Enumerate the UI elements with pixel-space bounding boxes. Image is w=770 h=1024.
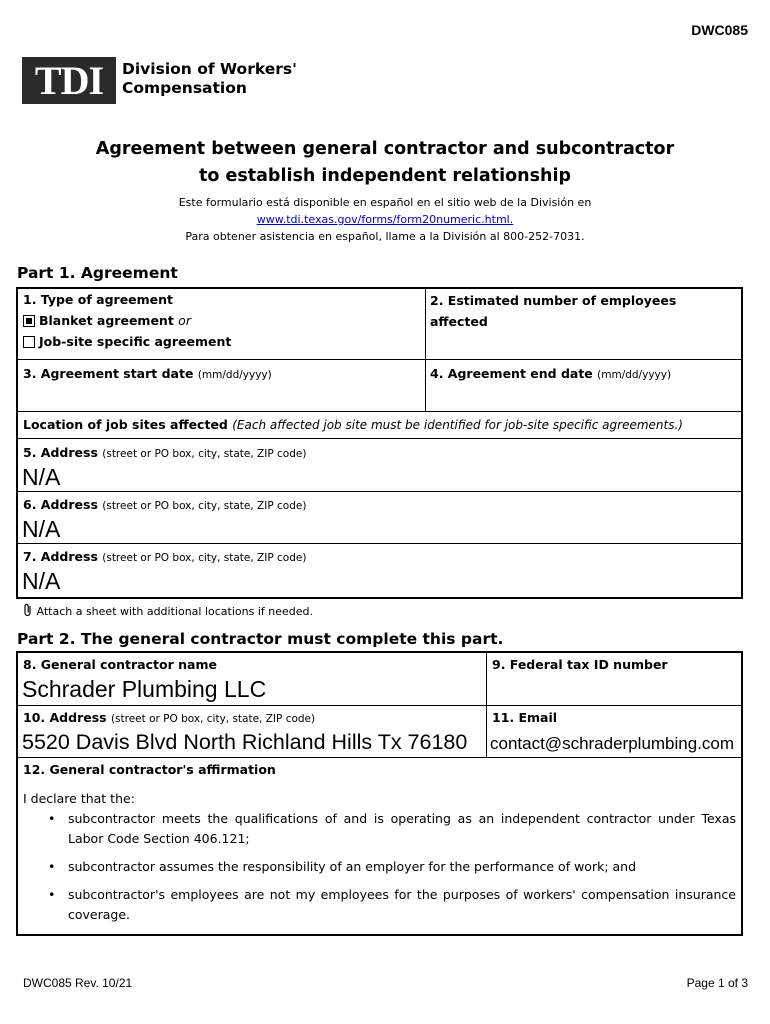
attach-note [23, 603, 313, 618]
or-text: or [178, 313, 191, 328]
blanket-checkbox[interactable] [23, 315, 35, 327]
address6-title: 6. Address [23, 497, 98, 512]
start-date-hint: (mm/dd/yyyy) [197, 369, 272, 381]
form-number: DWC085 [691, 22, 748, 38]
part1-row-divider [17, 359, 742, 360]
agency-name [122, 60, 297, 98]
tdi-logo: TDI [22, 57, 116, 104]
address5-title: 5. Address [23, 445, 98, 460]
start-date-label [23, 364, 272, 385]
address5-value[interactable]: N/A [22, 464, 61, 490]
spanish-form-link[interactable]: www.tdi.texas.gov/forms/form20numeric.html. [256, 213, 514, 226]
address6-hint: (street or PO box, city, state, ZIP code) [102, 500, 307, 512]
agency-name-line1: Division of Workers' [122, 60, 297, 78]
part1-row-divider [17, 543, 742, 544]
affirmation-item-3: • subcontractor's employees are not my employees for the purposes of workers' compensation insurance coverage. [23, 885, 736, 925]
contractor-address-title: 10. Address [23, 710, 107, 725]
affirmation-list [23, 809, 736, 925]
jobsite-option[interactable] [23, 332, 231, 352]
employees-label [430, 290, 676, 332]
jobsite-checkbox[interactable] [23, 336, 35, 348]
locations-hint: (Each affected job site must be identified for job-site specific agreements.) [232, 418, 683, 432]
affirmation-intro: I declare that the: [23, 791, 135, 806]
revision-footer: DWC085 Rev. 10/21 [23, 976, 133, 990]
address7-title: 7. Address [23, 549, 98, 564]
address6-label [23, 495, 306, 516]
form-title [0, 136, 770, 190]
contractor-address-label [23, 708, 315, 729]
address5-label [23, 443, 306, 464]
affirmation-body [23, 789, 736, 933]
form-title-line2: to establish independent relationship [198, 166, 571, 186]
form-title-line1: Agreement between general contractor and subcontractor [95, 139, 675, 159]
contractor-name-value[interactable]: Schrader Plumbing LLC [22, 676, 267, 702]
spanish-note [0, 194, 770, 245]
spanish-note-line1: Este formulario está disponible en español en el sitio web de la División en [178, 196, 592, 209]
page-number: Page 1 of 3 [686, 976, 748, 990]
email-label: 11. Email [492, 710, 558, 725]
start-date-title: 3. Agreement start date [23, 366, 194, 381]
end-date-title: 4. Agreement end date [430, 366, 593, 381]
employees-label-line2: affected [430, 314, 488, 329]
address6-value[interactable]: N/A [22, 516, 61, 542]
locations-title: Location of job sites affected [23, 417, 228, 432]
address5-hint: (street or PO box, city, state, ZIP code) [102, 448, 307, 460]
end-date-label [430, 364, 671, 385]
paperclip-icon [23, 605, 37, 618]
part1-row-divider [17, 411, 742, 412]
part1-row-divider [17, 491, 742, 492]
blanket-option-label: Blanket agreement [39, 313, 174, 328]
attach-note-text: Attach a sheet with additional locations if needed. [36, 605, 313, 618]
blanket-option[interactable] [23, 311, 191, 331]
jobsite-option-label: Job-site specific agreement [39, 334, 232, 349]
contractor-name-label: 8. General contractor name [23, 657, 217, 672]
part1-row-divider [17, 438, 742, 439]
tax-id-label: 9. Federal tax ID number [492, 657, 668, 672]
email-value[interactable]: contact@schraderplumbing.com [490, 734, 735, 753]
agreement-type-label: 1. Type of agreement [23, 292, 174, 307]
part2-row-divider [17, 705, 742, 706]
contractor-address-value[interactable]: 5520 Davis Blvd North Richland Hills Tx 76180 [22, 730, 468, 754]
spanish-note-line3: Para obtener asistencia en español, llame a la División al 800-252-7031. [185, 230, 585, 243]
end-date-hint: (mm/dd/yyyy) [597, 369, 672, 381]
part1-heading: Part 1. Agreement [17, 264, 178, 282]
part2-row-divider [17, 757, 742, 758]
agency-name-line2: Compensation [122, 79, 247, 97]
affirmation-item-2: • subcontractor assumes the responsibility of an employer for the performance of work; and [23, 857, 736, 877]
locations-label [23, 415, 683, 435]
part2-heading: Part 2. The general contractor must complete this part. [17, 630, 504, 648]
address7-hint: (street or PO box, city, state, ZIP code) [102, 552, 307, 564]
employees-label-line1: 2. Estimated number of employees [430, 293, 677, 308]
affirmation-item-1: • subcontractor meets the qualifications of and is operating as an independent contractor under Texas Labor Code Section 406.121; [23, 809, 736, 849]
address7-value[interactable]: N/A [22, 568, 61, 594]
address7-label [23, 547, 306, 568]
part1-divider [425, 288, 426, 412]
affirmation-label: 12. General contractor's affirmation [23, 762, 276, 777]
contractor-address-hint: (street or PO box, city, state, ZIP code) [110, 713, 316, 725]
